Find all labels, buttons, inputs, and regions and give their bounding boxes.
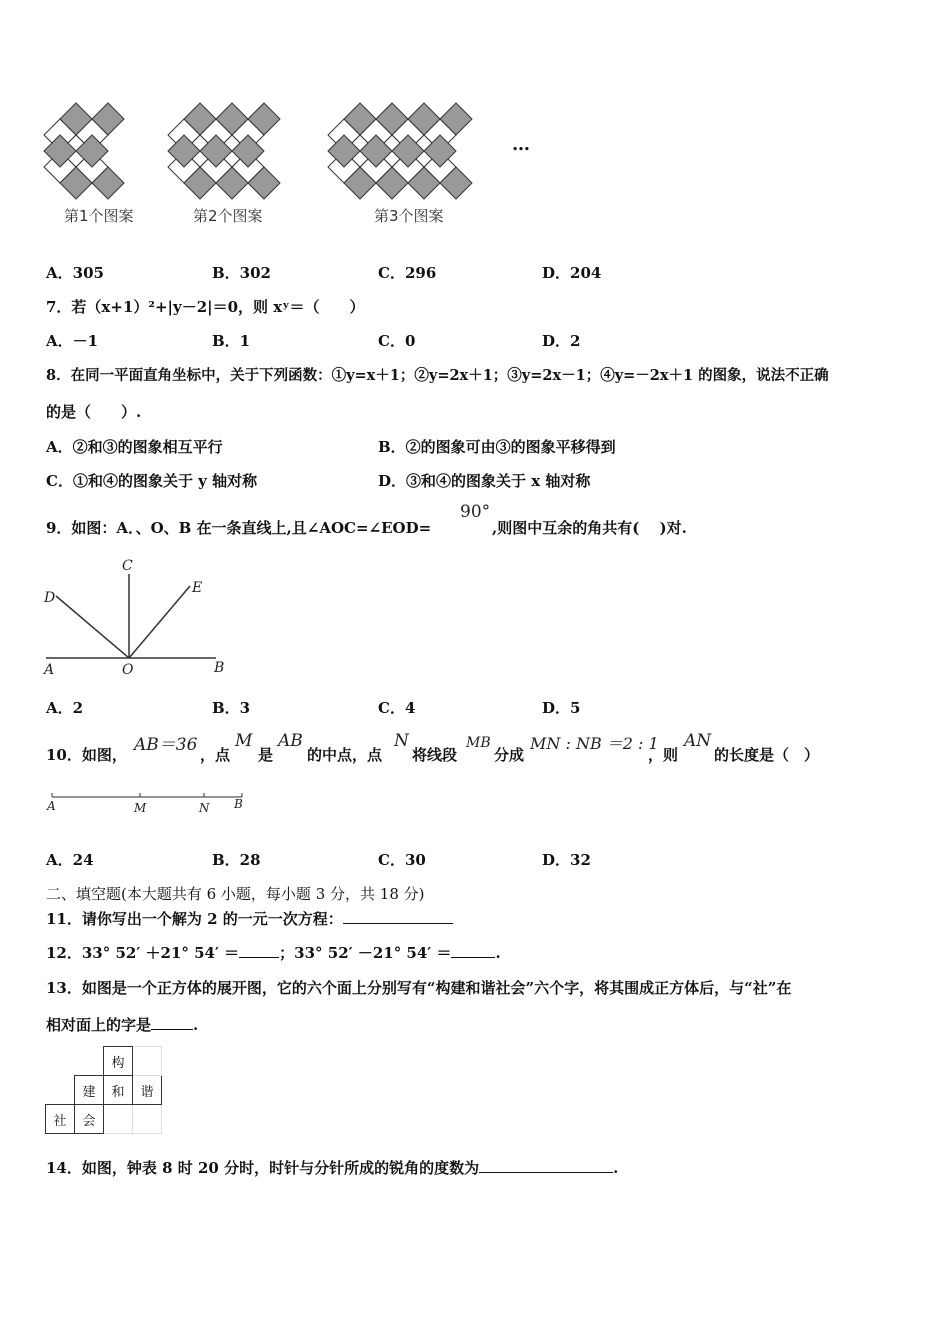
q7-option-c[interactable]: C．0 (378, 332, 416, 350)
q13-answer-blank[interactable] (151, 1015, 193, 1030)
label-A: A (44, 662, 55, 678)
label-M: M (134, 801, 147, 815)
net-cell-she: 社 (46, 1105, 75, 1134)
q12-part1: 12．33° 52′ ＋21° 54′ ＝ (46, 944, 240, 962)
net-cell-gou: 构 (104, 1047, 133, 1076)
q10-option-c[interactable]: C．30 (378, 851, 426, 869)
tile-patterns (44, 103, 472, 199)
q10-option-d[interactable]: D．32 (542, 851, 591, 869)
q9-option-b[interactable]: B．3 (212, 699, 251, 717)
q9-degree: 90° (460, 502, 491, 522)
label-B: B (234, 797, 243, 811)
q12-answer-blank-1[interactable] (239, 943, 279, 958)
q10-text-6: 分成 (494, 746, 525, 764)
q10-math-m: M (235, 731, 253, 751)
q6-option-d[interactable]: D．204 (542, 264, 602, 282)
net-cell-hui: 会 (75, 1105, 104, 1134)
q10-text-5: 将线段 (412, 746, 458, 764)
q13-stem-line1: 13．如图是一个正方体的展开图，它的六个面上分别写有“构建和谐社会”六个字，将其围成正方体后，与“社”在 (46, 979, 792, 997)
q10-math-an: AN (684, 731, 712, 751)
q9-stem-a: 9．如图：A．、O、B 在一条直线上,且∠AOC=∠EOD= (46, 519, 432, 537)
pattern-caption-3: 第3个图案 (374, 207, 444, 225)
q10-text-1: 10．如图， (46, 746, 127, 764)
q6-option-c[interactable]: C．296 (378, 264, 437, 282)
q11-answer-blank[interactable] (343, 909, 453, 924)
label-E: E (192, 580, 203, 596)
q10-option-a[interactable]: A．24 (46, 851, 94, 869)
q14-answer-blank[interactable] (479, 1158, 613, 1173)
q10-text-3: 是 (258, 746, 274, 764)
net-cell-jian: 建 (75, 1076, 104, 1105)
q10-text-2: ，点 (200, 746, 231, 764)
q13-stem-line2: 相对面上的字是 (46, 1016, 152, 1034)
q10-text-4: 的中点，点 (307, 746, 383, 764)
q11-stem (46, 908, 453, 929)
q14-stem: 14．如图，钟表 8 时 20 分时，时针与分针所成的锐角的度数为 (46, 1159, 480, 1177)
pattern-caption-1: 第1个图案 (64, 207, 134, 225)
q10-math-mb: MB (466, 735, 491, 751)
q7-option-a[interactable]: A．－1 (46, 332, 99, 350)
q12-part2: ；33° 52′ －21° 54′ ＝ (279, 944, 452, 962)
label-N: N (199, 801, 210, 815)
ray-OE (129, 586, 190, 658)
q13-end: . (193, 1016, 199, 1034)
q10-math-ratio: MN : NB ＝2 : 1 (530, 734, 659, 753)
q10-text-7: ，则 (648, 746, 679, 764)
segment-figure (42, 786, 252, 826)
q10-math-n: N (394, 731, 409, 751)
q7-option-b[interactable]: B．1 (212, 332, 251, 350)
q8-stem-line2: 的是（ ）. (46, 403, 142, 421)
q10-text-8: 的长度是（ ） (714, 746, 820, 764)
net-cell-he: 和 (104, 1076, 133, 1105)
label-A: A (47, 799, 56, 813)
q7-option-d[interactable]: D．2 (542, 332, 581, 350)
q9-option-a[interactable]: A．2 (46, 699, 84, 717)
q13-stem-line2-wrap (46, 1014, 198, 1035)
q8-option-d[interactable]: D．③和④的图象关于 x 轴对称 (378, 472, 591, 490)
q10-math-ab36: AB＝36 (134, 735, 198, 755)
ray-OD (56, 596, 129, 658)
label-B: B (214, 660, 225, 676)
q14-end: . (613, 1159, 619, 1177)
q8-option-a[interactable]: A．②和③的图象相互平行 (46, 438, 223, 456)
q9-option-d[interactable]: D．5 (542, 699, 581, 717)
label-O: O (122, 662, 134, 678)
section-title: 二、填空题(本大题共有 6 小题，每小题 3 分，共 18 分) (46, 885, 425, 903)
angle-figure (40, 558, 240, 678)
q9-option-c[interactable]: C．4 (378, 699, 416, 717)
q9-stem-b: ,则图中互余的角共有( )对. (492, 519, 687, 537)
q14-stem-wrap (46, 1157, 618, 1178)
label-D: D (44, 590, 56, 606)
cube-net (45, 1046, 162, 1134)
q6-option-a[interactable]: A．305 (46, 264, 104, 282)
q10-option-b[interactable]: B．28 (212, 851, 261, 869)
q10-math-ab: AB (278, 731, 303, 751)
pattern-caption-2: 第2个图案 (193, 207, 263, 225)
q7-stem: 7．若（x+1）²+|y－2|＝0，则 xʸ＝（ ） (46, 298, 365, 316)
q12-stem (46, 942, 501, 963)
q8-option-c[interactable]: C．①和④的图象关于 y 轴对称 (46, 472, 258, 490)
q8-stem-line1: 8．在同一平面直角坐标中，关于下列函数：①y=x＋1；②y=2x＋1；③y=2x－1；④y=－2x＋1 的图象，说法不正确 (46, 367, 829, 384)
pattern-ellipsis: … (512, 134, 530, 155)
q12-answer-blank-2[interactable] (451, 943, 495, 958)
q8-option-b[interactable]: B．②的图象可由③的图象平移得到 (378, 438, 616, 456)
q12-end: . (495, 944, 501, 962)
net-cell-xie: 谐 (133, 1076, 162, 1105)
label-C: C (122, 558, 133, 574)
q6-option-b[interactable]: B．302 (212, 264, 271, 282)
q11-text: 11．请你写出一个解为 2 的一元一次方程： (46, 910, 343, 928)
